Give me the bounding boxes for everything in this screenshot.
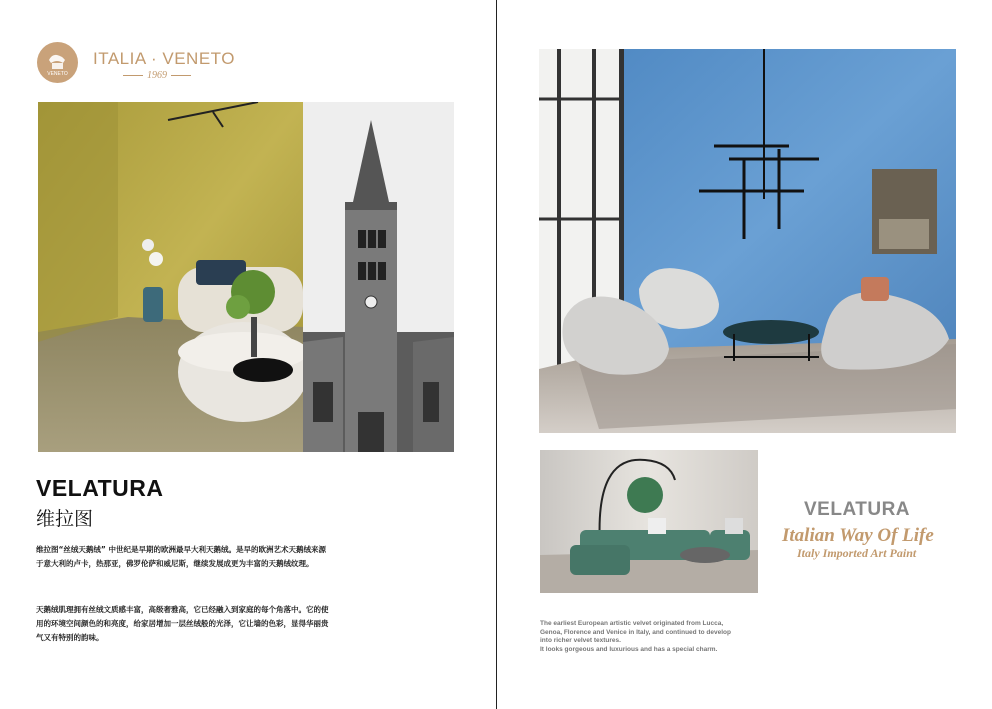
left-paragraph-2: 天鹅绒肌理拥有丝绒文质感丰富，高级奢雅高，它已经融入到家庭的每个角落中。它的使用的环境空间颜色的和亮度，给家居增加一层丝绒般的光泽，它让墙的色彩，显得华丽贵气又有特别的韵味。 xyxy=(36,605,329,642)
right-body-line: Genoa, Florence and Venice in Italy, and continued to develop xyxy=(540,628,731,636)
logo-emblem-icon xyxy=(37,42,78,83)
brand-logo xyxy=(37,40,237,85)
church-tower-photo xyxy=(303,102,454,452)
green-sofa-room-photo xyxy=(540,450,758,593)
yellow-room-photo xyxy=(38,102,303,452)
logo-year: 1969 xyxy=(119,70,195,81)
right-subtitle-1: Italian Way Of Life xyxy=(782,525,934,546)
left-paragraph-1: 维拉图“丝绒天鹅绒” 中世纪是早期的欧洲最早大利天鹅绒。是早的欧洲艺术天鹅绒来源于意大利的卢卡，热那亚，佛罗伦萨和威尼斯，继续发展成更为丰富的天鹅绒纹理。 xyxy=(36,545,326,568)
left-title-cn: 维拉图 xyxy=(36,508,94,530)
right-body-line: into richer velvet textures. xyxy=(540,637,621,644)
right-title: VELATURA xyxy=(804,499,911,520)
logo-emblem-text: VENETO xyxy=(47,71,68,77)
logo-brand-text: ITALIA · VENETO xyxy=(93,49,235,68)
right-body-line: It looks gorgeous and luxurious and has a special charm. xyxy=(540,645,718,653)
right-subtitle-2: Italy Imported Art Paint xyxy=(797,546,917,560)
right-page xyxy=(497,0,992,709)
blue-room-photo xyxy=(539,49,956,433)
right-body-text xyxy=(540,620,780,654)
right-body-line: The earliest European artistic velvet originated from Lucca, xyxy=(540,620,724,627)
left-title-en: VELATURA xyxy=(36,475,164,501)
